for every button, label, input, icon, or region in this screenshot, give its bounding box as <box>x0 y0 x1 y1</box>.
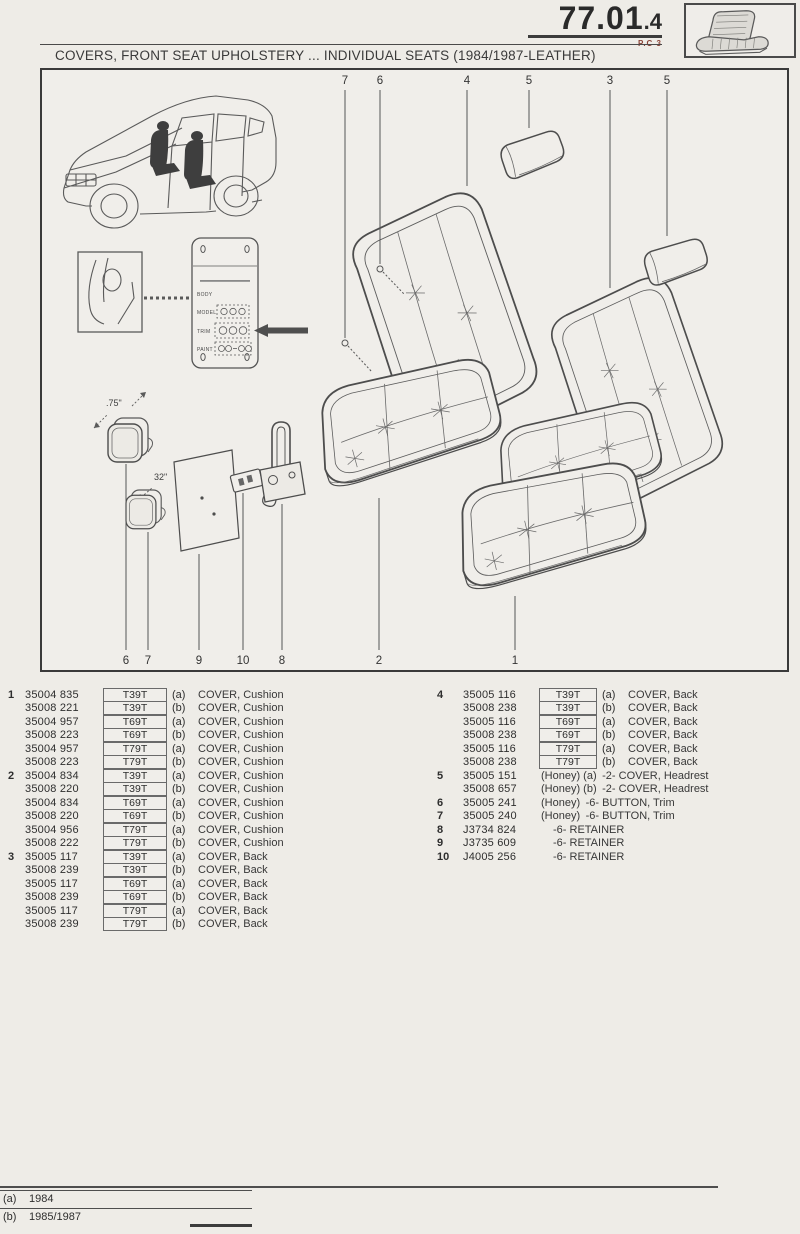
part-description: COVER, Back <box>628 715 698 728</box>
applicability-note: (a) <box>172 796 186 809</box>
trim-code-box: T39T <box>103 850 167 864</box>
part-number: 35005 117 <box>25 877 78 890</box>
parts-list-left-column <box>8 688 428 931</box>
trim-code-box: T39T <box>103 782 167 796</box>
footnote-b-key: (b) <box>3 1211 17 1223</box>
part-description: COVER, Cushion <box>198 702 284 715</box>
trim-code-box: T79T <box>539 755 597 769</box>
applicability-note: (b) <box>172 783 186 796</box>
part-number: 35008 221 <box>25 702 79 715</box>
parts-row <box>8 837 428 851</box>
parts-row <box>437 729 797 743</box>
item-number: 5 <box>437 769 444 782</box>
part-number: 35008 657 <box>463 783 517 796</box>
part-number: 35008 239 <box>25 918 79 931</box>
callout-4: 4 <box>463 75 471 87</box>
seat-icon <box>684 3 796 58</box>
trim-code-box: T39T <box>539 688 597 702</box>
part-number: 35005 116 <box>463 715 516 728</box>
part-number: 35005 240 <box>463 810 517 823</box>
applicability-note: (a) <box>172 850 186 863</box>
parts-row <box>437 783 797 797</box>
part-description: COVER, Back <box>628 702 698 715</box>
applicability-note: (b) <box>172 891 186 904</box>
parts-row <box>437 715 797 729</box>
part-number: 35008 239 <box>25 864 79 877</box>
headrest-right <box>642 237 711 287</box>
footnote-a <box>0 1190 252 1208</box>
parts-row <box>8 702 428 716</box>
callout-1: 1 <box>511 655 519 667</box>
part-number: J4005 256 <box>463 850 517 863</box>
part-description: -6- RETAINER <box>553 823 625 836</box>
part-number: 35004 956 <box>25 823 79 836</box>
car-illustration <box>64 96 277 228</box>
part-description: COVER, Back <box>628 756 698 769</box>
parts-row <box>437 810 797 824</box>
part-number: 35005 117 <box>25 904 78 917</box>
parts-row <box>8 729 428 743</box>
part-description: (Honey) -6- BUTTON, Trim <box>541 796 675 809</box>
page-title: COVERS, FRONT SEAT UPHOLSTERY ... INDIVIDUAL SEATS (1984/1987-LEATHER) <box>55 48 596 63</box>
part-description: COVER, Cushion <box>198 729 284 742</box>
trim-code-arrow <box>254 324 308 337</box>
callout-6-top: 6 <box>376 75 384 87</box>
part-number: 35008 238 <box>463 729 517 742</box>
callout-3: 3 <box>606 75 614 87</box>
item-number: 6 <box>437 796 444 809</box>
trim-code-box: T39T <box>103 688 167 702</box>
dimension-label-32: 32" <box>154 472 168 482</box>
parts-row <box>8 742 428 756</box>
parts-row <box>8 783 428 797</box>
applicability-note: (a) <box>172 715 186 728</box>
trim-code-box: T69T <box>103 715 167 729</box>
trim-button-part-6 <box>108 418 153 462</box>
callout-7-bottom: 7 <box>144 655 152 667</box>
applicability-note: (b) <box>172 864 186 877</box>
part-number: 35005 117 <box>25 850 78 863</box>
part-number: 35004 835 <box>25 688 79 701</box>
tag-part-10 <box>230 469 263 493</box>
part-description: COVER, Cushion <box>198 688 284 701</box>
part-description: COVER, Cushion <box>198 837 284 850</box>
part-description: (Honey) (a) -2- COVER, Headrest <box>541 769 709 782</box>
vin-trim-plate <box>192 238 308 368</box>
callout-7-top: 7 <box>341 75 349 87</box>
callout-5-left: 5 <box>525 75 533 87</box>
trim-code-box: T69T <box>103 728 167 742</box>
parts-row <box>8 877 428 891</box>
parts-row <box>437 702 797 716</box>
part-number: 35008 220 <box>25 783 79 796</box>
applicability-note: (b) <box>172 756 186 769</box>
callout-9: 9 <box>195 655 203 667</box>
part-description: COVER, Cushion <box>198 823 284 836</box>
applicability-note: (a) <box>172 742 186 755</box>
item-number: 10 <box>437 850 450 863</box>
parts-row <box>437 837 797 851</box>
footnotes <box>0 1190 252 1226</box>
parts-row <box>437 796 797 810</box>
part-number: 35004 834 <box>25 769 79 782</box>
section-number-main: 77.01 <box>558 0 644 36</box>
part-number: 35005 151 <box>463 769 517 782</box>
trim-code-box: T39T <box>103 863 167 877</box>
headrest-left <box>498 129 567 180</box>
trim-code-box: T79T <box>103 917 167 931</box>
parts-row <box>437 756 797 770</box>
part-number: 35008 238 <box>463 702 517 715</box>
trim-code-box: T39T <box>539 701 597 715</box>
part-description: (Honey) (b) -2- COVER, Headrest <box>541 783 709 796</box>
parts-row <box>437 769 797 783</box>
applicability-note: (b) <box>172 702 186 715</box>
footnote-a-value: 1984 <box>29 1193 54 1205</box>
item-number: 1 <box>8 688 15 701</box>
callout-2: 2 <box>375 655 383 667</box>
exploded-view-diagram <box>40 68 789 672</box>
footnote-end-bar <box>190 1224 252 1227</box>
page-bottom-rule <box>0 1186 718 1188</box>
trim-code-box: T79T <box>539 742 597 756</box>
item-number: 2 <box>8 769 15 782</box>
part-description: COVER, Back <box>198 904 268 917</box>
callout-10: 10 <box>236 655 250 667</box>
part-number: 35008 223 <box>25 756 79 769</box>
part-description: COVER, Cushion <box>198 810 284 823</box>
part-number: 35004 957 <box>25 742 79 755</box>
part-description: COVER, Back <box>628 729 698 742</box>
highlighted-front-seats <box>150 121 216 189</box>
plate-label-body: BODY <box>197 292 213 298</box>
trim-code-box: T79T <box>103 836 167 850</box>
applicability-note: (a) <box>172 688 186 701</box>
trim-code-box: T79T <box>103 904 167 918</box>
parts-row <box>8 864 428 878</box>
loose-cushion-part-1 <box>453 460 651 590</box>
parts-row <box>437 823 797 837</box>
part-description: -6- RETAINER <box>553 850 625 863</box>
trim-code-box: T69T <box>539 728 597 742</box>
trim-code-box: T69T <box>103 890 167 904</box>
part-number: 35005 116 <box>463 688 516 701</box>
applicability-note: (a) <box>602 715 616 728</box>
item-number: 7 <box>437 810 444 823</box>
trim-code-box: T39T <box>103 769 167 783</box>
part-description: -6- RETAINER <box>553 837 625 850</box>
plate-label-paint: PAINT <box>197 347 213 353</box>
item-number: 8 <box>437 823 444 836</box>
item-number: 9 <box>437 837 444 850</box>
applicability-note: (b) <box>602 756 616 769</box>
part-description: COVER, Cushion <box>198 756 284 769</box>
part-number: J3734 824 <box>463 823 517 836</box>
parts-row <box>437 850 797 864</box>
item-number: 4 <box>437 688 444 701</box>
part-description: COVER, Cushion <box>198 715 284 728</box>
part-description: COVER, Back <box>198 864 268 877</box>
parts-row <box>8 850 428 864</box>
part-description: COVER, Cushion <box>198 783 284 796</box>
part-description: COVER, Cushion <box>198 742 284 755</box>
trim-code-box: T39T <box>103 701 167 715</box>
trim-code-box: T79T <box>103 755 167 769</box>
part-number: 35008 220 <box>25 810 79 823</box>
plate-label-trim: TRIM <box>197 329 211 335</box>
trim-code-box: T69T <box>103 877 167 891</box>
plate-fine-print <box>200 280 250 282</box>
parts-row <box>8 688 428 702</box>
parts-list-right-column <box>437 688 797 864</box>
footnote-b-value: 1985/1987 <box>29 1211 81 1223</box>
parts-row <box>8 918 428 932</box>
part-description: COVER, Back <box>198 891 268 904</box>
item-number: 3 <box>8 850 15 863</box>
part-description: COVER, Cushion <box>198 769 284 782</box>
panel-part-9 <box>174 450 239 551</box>
trim-code-box: T69T <box>103 809 167 823</box>
part-description: COVER, Back <box>198 877 268 890</box>
applicability-note: (b) <box>602 729 616 742</box>
trim-code-box: T79T <box>103 823 167 837</box>
section-number-suffix: .4 <box>643 9 662 34</box>
applicability-note: (a) <box>172 769 186 782</box>
part-description: COVER, Cushion <box>198 796 284 809</box>
callout-8: 8 <box>278 655 286 667</box>
footnote-a-key: (a) <box>3 1193 17 1205</box>
part-number: 35008 238 <box>463 756 517 769</box>
part-number: J3735 609 <box>463 837 517 850</box>
trim-code-box: T69T <box>103 796 167 810</box>
applicability-note: (a) <box>602 742 616 755</box>
callout-5-right: 5 <box>663 75 671 87</box>
title-divider <box>40 44 662 45</box>
door-jamb-detail <box>78 252 142 332</box>
part-number: 35005 116 <box>463 742 516 755</box>
trim-code-box: T69T <box>539 715 597 729</box>
applicability-note: (b) <box>602 702 616 715</box>
applicability-note: (a) <box>172 877 186 890</box>
part-number: 35008 239 <box>25 891 79 904</box>
part-number: 35008 222 <box>25 837 79 850</box>
part-number: 35004 957 <box>25 715 79 728</box>
applicability-note: (b) <box>172 837 186 850</box>
parts-row <box>8 715 428 729</box>
applicability-note: (b) <box>172 810 186 823</box>
applicability-note: (b) <box>172 918 186 931</box>
part-number: 35004 834 <box>25 796 79 809</box>
page-code: P.C 3 <box>638 39 662 48</box>
part-description: (Honey) -6- BUTTON, Trim <box>541 810 675 823</box>
parts-row <box>8 810 428 824</box>
parts-row <box>437 688 797 702</box>
part-number: 35008 223 <box>25 729 79 742</box>
applicability-note: (a) <box>172 904 186 917</box>
retainer-part-8 <box>260 422 305 506</box>
parts-row <box>8 823 428 837</box>
parts-row <box>8 904 428 918</box>
applicability-note: (b) <box>172 729 186 742</box>
seat-icon-drawing <box>686 5 794 56</box>
applicability-note: (a) <box>602 688 616 701</box>
parts-row <box>8 796 428 810</box>
parts-row <box>437 742 797 756</box>
applicability-note: (a) <box>172 823 186 836</box>
callout-6-bottom: 6 <box>122 655 130 667</box>
parts-row <box>8 769 428 783</box>
part-description: COVER, Back <box>628 742 698 755</box>
part-number: 35005 241 <box>463 796 517 809</box>
part-description: COVER, Back <box>198 850 268 863</box>
dimension-label-75: .75" <box>106 398 122 408</box>
plate-label-model: MODEL <box>197 310 217 316</box>
section-number <box>528 2 662 38</box>
trim-button-part-7 <box>126 490 165 529</box>
parts-row <box>8 891 428 905</box>
part-description: COVER, Back <box>628 688 698 701</box>
parts-row <box>8 756 428 770</box>
part-description: COVER, Back <box>198 918 268 931</box>
trim-code-box: T79T <box>103 742 167 756</box>
